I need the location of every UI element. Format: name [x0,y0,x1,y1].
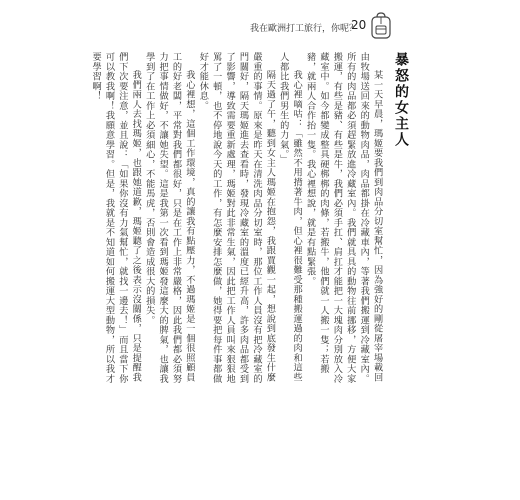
backpack-icon [368,12,394,40]
paragraph-5: 我們兩人去找瑪姬，也跟她道歉，瑪姬聽了之後表示沒關係，只是提醒我們下次要注意，並且說：「如果你沒有力氣幫忙，就找一邊去！」而且當下你可以教我啊！我願意學習。但是，我就是不知道如何搬運大型動物，所以我才要學習啊！ [90,52,142,384]
paragraph-3: 隔天過了午，聽到女主人瑪姬在抱怨，我跟賈觀一起，想說到底發生什麼嚴重的事情。原來是昨天在清洗肉品分切室時，那位工作人員沒有把冷藏室的門關好，隔天瑪姬進去查看時，發現冷藏室的溫度已經升高，許多肉品都受到了影響，導致需要重新處理，瑪姬對此非常生氣，因此把工作人員叫來狠狠地罵了一頓，也不停地說今天的工作，有怎麼安排怎麼做，她得要把每件事都做好才能休息。 [197,52,276,384]
page-number: 20 [351,18,367,32]
section-heading: 暴怒的女主人 [393,52,409,148]
article-body [89,52,407,392]
running-header-title: 我在歐洲打工旅行，你呢？ [250,24,359,34]
paragraph-1: 某一天早晨，瑪姬要我們到肉品分切室幫忙，因為強好的剛從屠宰場載回由牧場送回來的動物肉品，肉品都掛在冷藏車內，等著我們搬運到冷藏室內。所有的肉品都必須趕緊放進冷藏室內。我們就具具的動物往前挪移，方便大家搬運，有些是豬、有些是牛，我們必須手扛、肩扛才能把一大塊肉分別放入冷藏室中。如今都變成整具硬梆梆的肉條，若搬牛，他們就一人搬一隻；若搬豬，就兩人合作抬一隻。我心裡想說，就是有點緊張。 [304,52,383,384]
paragraph-2: 我心裡嘀咕：「雖然不用揹著牛肉，但心裡很難受那種搬運過的肉和這些人都比我們男生的力氣。」 [277,52,303,383]
paragraph-4: 我心裡想，這個工作環境，真的讓我有點壓力，不過瑪姬是一個很照顧員工的好老闆，平常對我們都很好，只是在工作上非常嚴格，因此我們都必須努力把事情做好，不讓她失望。這是我第一次看到瑪姬發這麼大的脾氣，也讓我學到了在工作上必須細心，不能馬虎，否則會造成很大的損失。 [143,52,195,384]
